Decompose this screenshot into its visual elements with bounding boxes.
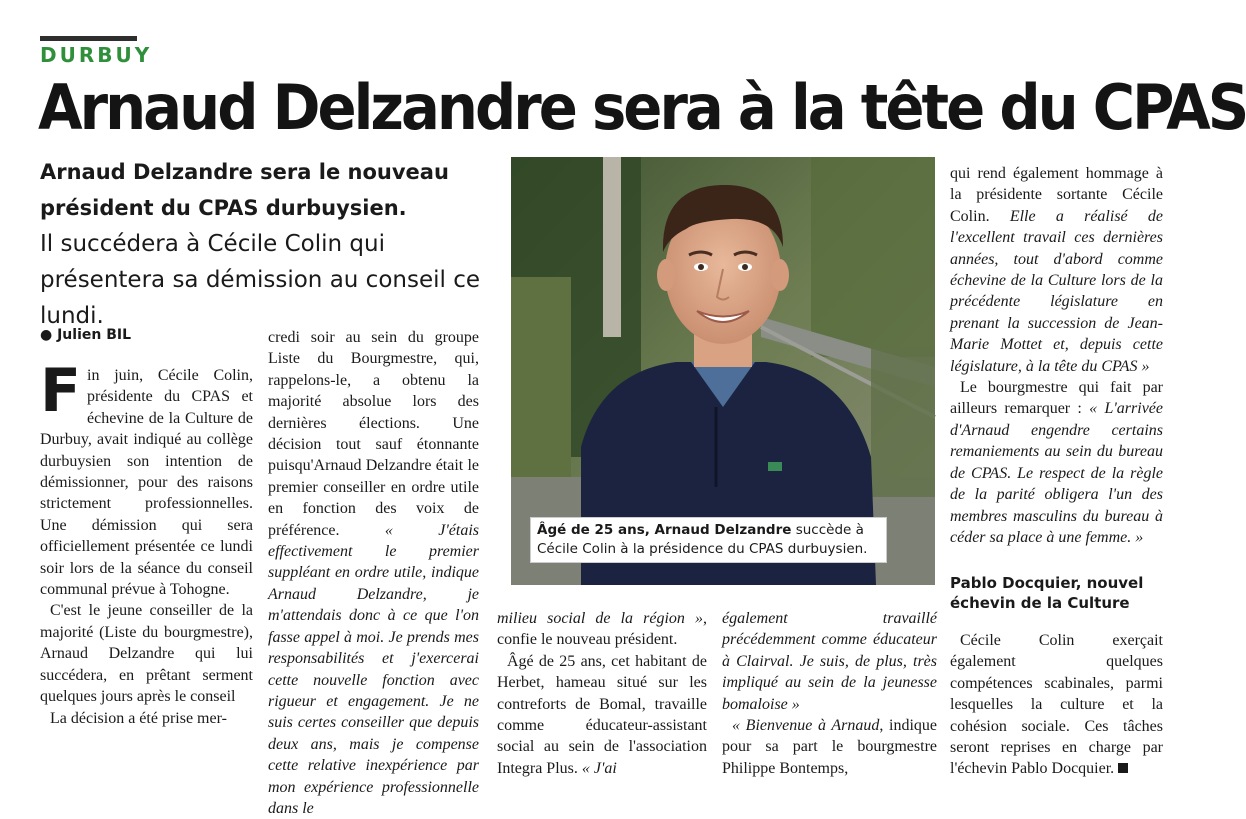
end-mark-icon: [1118, 763, 1128, 773]
kicker-rule: [40, 36, 137, 41]
article-column-1: [40, 356, 253, 729]
lead-rest: Il succédera à Cécile Colin qui présentera sa démission au conseil ce lundi.: [40, 231, 480, 329]
paragraph-4-cont: également travaillé précédemment comme éducateur à Clairval. Je suis, de plus, très impliqué au sein de la jeunesse bomaloise »: [722, 610, 937, 713]
subheading: Pablo Docquier, nouvel échevin de la Culture: [950, 574, 1144, 612]
photo-caption: [530, 517, 887, 563]
section-kicker: DURBUY: [40, 43, 153, 67]
article-column-2: [268, 327, 479, 819]
paragraph-3-cont: credi soir au sein du groupe Liste du Bourgmestre, qui, rappelons-le, a obtenu la majorité absolue lors des dernières élections. Une décision tout sauf étonnante puisqu'Arnaud Delzandre était le premier conseiller en ordre utile en fonction des voix de préférence. « J'étais effectivement le premier suppléant en ordre utile, indique Arnaud Delzandre, je m'attendais donc à ce que l'on fasse appel à moi. Je prends mes responsabilités et j'exercerai cette nouvelle fonction avec rigueur et engagement. Je ne suis certes conseiller que depuis deux ans, mais je compense cette relative inexpérience par mon expérience professionnelle dans le: [268, 329, 479, 817]
byline: [40, 327, 131, 343]
caption-bold: Âgé de 25 ans, Arnaud Delzandre: [537, 522, 792, 538]
article-column-4: [722, 608, 937, 779]
caption-rest: succède à Cécile Colin à la présidence du CPAS durbuysien.: [537, 522, 868, 557]
article-column-5-end: [950, 630, 1163, 780]
dropcap: F: [40, 356, 81, 426]
byline-bullet-icon: ●: [40, 327, 53, 343]
article-column-3: [497, 608, 707, 779]
paragraph-4: Âgé de 25 ans, cet habitant de Herbet, hameau situé sur les contreforts de Bomal, travaille comme éducateur-assistant social au sein de l'association Integra Plus. « J'ai: [497, 652, 707, 777]
paragraph-3-end: milieu social de la région », confie le nouveau président.: [497, 610, 707, 649]
paragraph-1: [40, 356, 253, 600]
paragraph-2: C'est le jeune conseiller de la majorité (Liste du bourgmestre), Arnaud Delzandre qui lui succédera, en prêtant serment quelques jours après le conseil: [40, 602, 253, 706]
paragraph-7-text: Cécile Colin exerçait également quelques compétences scabinales, parmi lesquelles la culture et la cohésion sociale. Ces tâches seront reprises en charge par l'échevin Pablo Docquier.: [950, 632, 1163, 778]
paragraph-5-cont: qui rend également hommage à la présidente sortante Cécile Colin. Elle a réalisé de l'excellent travail ces dernières années, tout d'abord comme échevine de la Culture lors de la précédente législature en prenant la succession de Jean-Marie Mottet et, depuis cette législature, à la tête du CPAS »: [950, 165, 1164, 375]
lead-bold: Arnaud Delzandre sera le nouveau président du CPAS durbuysien.: [40, 160, 449, 220]
paragraph-7: [950, 630, 1163, 780]
paragraph-6: Le bourgmestre qui fait par ailleurs remarquer : « L'arrivée d'Arnaud engendre certains remaniements au sein du bureau de CPAS. Le respect de la règle de la parité obligera l'un des membres masculins du bureau à céder sa place à une femme. »: [950, 379, 1163, 546]
paragraph-3-start: La décision a été prise mer-: [50, 709, 227, 727]
paragraph-5-start: « Bienvenue à Arnaud, indique pour sa part le bourgmestre Philippe Bontemps,: [722, 717, 937, 777]
headline: Arnaud Delzandre sera à la tête du CPAS: [38, 71, 1246, 144]
byline-author: Julien BIL: [57, 327, 132, 343]
lead-paragraph: [40, 154, 500, 334]
paragraph-1-text: in juin, Cécile Colin, présidente du CPAS et échevine de la Culture de Durbuy, avait indiqué au collège durbuysien son intention de démissionner, pour des raisons strictement professionnelles. Une démission qui sera officiellement présentée ce lundi soir lors de la séance du conseil communal prévue à Tohogne.: [40, 367, 253, 599]
article-column-5: [950, 163, 1163, 548]
